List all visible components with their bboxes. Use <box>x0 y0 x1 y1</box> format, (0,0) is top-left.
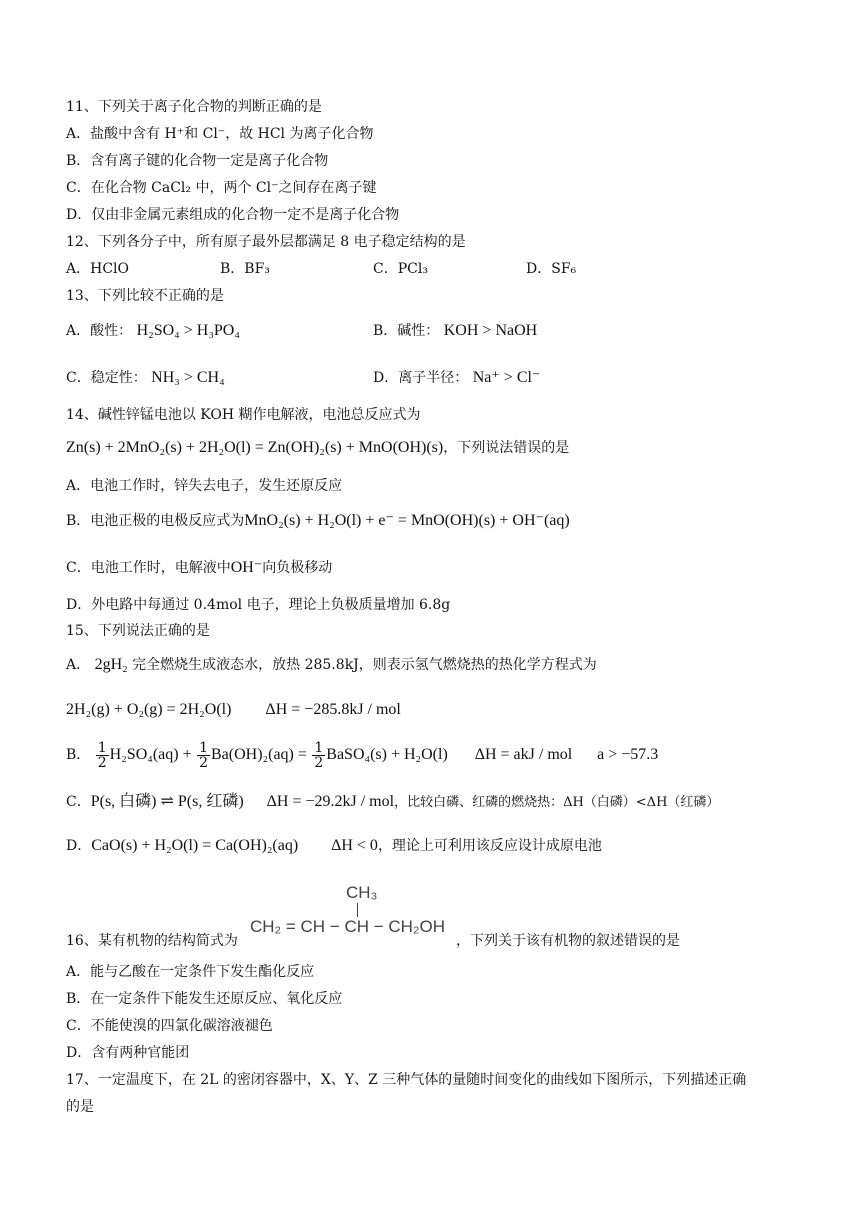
q14-stem: 14、碱性锌锰电池以 KOH 糊作电解液，电池总反应式为 <box>66 407 421 423</box>
q14-reaction-line <box>66 438 569 458</box>
q11-option-d: D．仅由非金属元素组成的化合物一定不是离子化合物 <box>66 207 400 223</box>
q16-option-b: B．在一定条件下能发生还原反应、氧化反应 <box>66 991 343 1007</box>
q15-option-b-term-2: Ba(OH)₂(aq) = <box>211 746 307 763</box>
q15-option-d <box>66 836 602 856</box>
structural-formula-bond <box>357 903 358 917</box>
q15-option-a-enthalpy: ΔH = −285.8kJ / mol <box>265 701 401 718</box>
q15-option-c-label: C． <box>66 794 91 810</box>
q15-option-c-equation: P(s, 白磷) ⇌ P(s, 红磷) <box>90 793 244 810</box>
q15-option-b-fraction-1: $\frac{1}{2}$ <box>97 739 107 771</box>
q16-option-d: D．含有两种官能团 <box>66 1045 190 1061</box>
q17-stem-line-2: 的是 <box>66 1099 94 1115</box>
q13-option-b-equation: KOH > NaOH <box>443 322 538 339</box>
q15-option-b-fraction-3: $\frac{1}{2}$ <box>314 739 324 771</box>
q14-option-c-label: C．电池工作时，电解液中 <box>66 560 231 576</box>
q14-option-c <box>66 558 332 578</box>
q12-option-d: D．SF₆ <box>526 261 577 277</box>
q15-option-a-equation: 2H₂(g) + O₂(g) = 2H₂O(l) <box>66 701 232 718</box>
structural-formula <box>250 883 462 943</box>
q11-option-a: A．盐酸中含有 H⁺和 Cl⁻，故 HCl 为离子化合物 <box>66 126 374 142</box>
q14-reaction-tail: ，下列说法错误的是 <box>443 440 570 456</box>
q11-option-c: C．在化合物 CaCl₂ 中，两个 Cl⁻之间存在离子键 <box>66 180 377 196</box>
q12-option-a: A．HClO <box>66 261 129 277</box>
q15-option-a <box>66 655 597 675</box>
q15-option-c-enthalpy: ΔH = −29.2kJ / mol <box>266 793 395 810</box>
q13-option-c-equation: NH₃ > CH₄ <box>151 369 225 386</box>
q13-option-a-equation: H₂SO₄ > H₃PO₄ <box>136 322 240 339</box>
q11-stem: 11、下列关于离子化合物的判断正确的是 <box>66 99 322 115</box>
q16-option-c: C．不能使溴的四氯化碳溶液褪色 <box>66 1018 273 1034</box>
q13-option-a-label: A．酸性： <box>66 323 133 339</box>
q13-option-d-equation: Na⁺ > Cl⁻ <box>472 369 541 386</box>
q14-option-c-ion: OH⁻ <box>230 559 263 576</box>
q15-option-d-equation: CaO(s) + H₂O(l) = Ca(OH)₂(aq) <box>91 837 299 854</box>
q15-option-d-enthalpy: ΔH < 0 <box>331 837 378 854</box>
q14-option-d: D．外电路中每通过 0.4mol 电子，理论上负极质量增加 6.8g <box>66 597 451 613</box>
structural-formula-methyl: CH₃ <box>346 883 378 902</box>
q14-option-b-equation: MnO₂(s) + H₂O(l) + e⁻ = MnO(OH)(s) + OH⁻(aq) <box>244 512 570 529</box>
q12-option-c: C．PCl₃ <box>373 261 428 277</box>
q15-option-a-mass: 2gH₂ <box>94 656 128 673</box>
q15-option-b-condition: a > −57.3 <box>597 746 659 763</box>
structural-formula-chain: CH₂ = CH − CH − CH₂OH <box>250 917 446 936</box>
q13-option-c-label: C．稳定性： <box>66 370 147 386</box>
q13-option-b-label: B．碱性： <box>373 323 440 339</box>
q13-option-d-label: D．离子半径： <box>373 370 469 386</box>
q14-option-c-tail: 向负极移动 <box>262 560 333 576</box>
q15-option-d-label: D． <box>66 838 92 854</box>
q13-option-d <box>373 368 540 388</box>
q14-total-reaction: Zn(s) + 2MnO₂(s) + 2H₂O(l) = Zn(OH)₂(s) + MnO(OH)(s) <box>66 439 444 456</box>
q15-option-b-term-1: H₂SO₄(aq) + <box>109 746 192 763</box>
q15-option-b <box>66 738 658 772</box>
q15-option-c <box>66 792 719 813</box>
q11-option-b: B．含有离子键的化合物一定是离子化合物 <box>66 153 329 169</box>
q16-stem-suffix: ，下列关于该有机物的叙述错误的是 <box>456 933 680 949</box>
q14-option-b-label: B．电池正极的电极反应式为 <box>66 513 245 529</box>
q17-stem-line-1: 17、一定温度下，在 2L 的密闭容器中，X、Y、Z 三种气体的量随时间变化的曲线如下图所示，下列描述正确 <box>66 1072 747 1088</box>
q15-option-c-tail: ，比较白磷、红磷的燃烧热：ΔH（白磷）<ΔH（红磷） <box>394 795 720 810</box>
q15-option-b-term-3: BaSO₄(s) + H₂O(l) <box>326 746 448 763</box>
q12-stem: 12、下列各分子中，所有原子最外层都满足 8 电子稳定结构的是 <box>66 234 466 250</box>
q15-option-a-equation-line <box>66 700 401 720</box>
q16-stem-prefix: 16、某有机物的结构简式为 <box>66 933 238 949</box>
q13-option-c <box>66 368 225 388</box>
q15-option-a-label: A． <box>66 657 91 673</box>
q15-stem: 15、下列说法正确的是 <box>66 623 210 639</box>
q15-option-b-label: B． <box>66 747 91 763</box>
q15-option-a-text: 完全燃烧生成液态水，放热 285.8kJ，则表示氢气燃烧热的热化学方程式为 <box>132 657 597 673</box>
q16-option-a: A．能与乙酸在一定条件下发生酯化反应 <box>66 964 315 980</box>
q12-option-b: B．BF₃ <box>220 261 270 277</box>
q15-option-b-fraction-2: $\frac{1}{2}$ <box>199 739 208 771</box>
q15-option-b-enthalpy: ΔH = akJ / mol <box>474 746 573 763</box>
q14-option-b <box>66 511 570 531</box>
q13-option-b <box>373 321 537 341</box>
q13-stem: 13、下列比较不正确的是 <box>66 288 224 304</box>
q15-option-d-tail: ，理论上可利用该反应设计成原电池 <box>377 838 602 854</box>
q13-option-a <box>66 321 240 341</box>
q14-option-a: A．电池工作时，锌失去电子，发生还原反应 <box>66 478 343 494</box>
